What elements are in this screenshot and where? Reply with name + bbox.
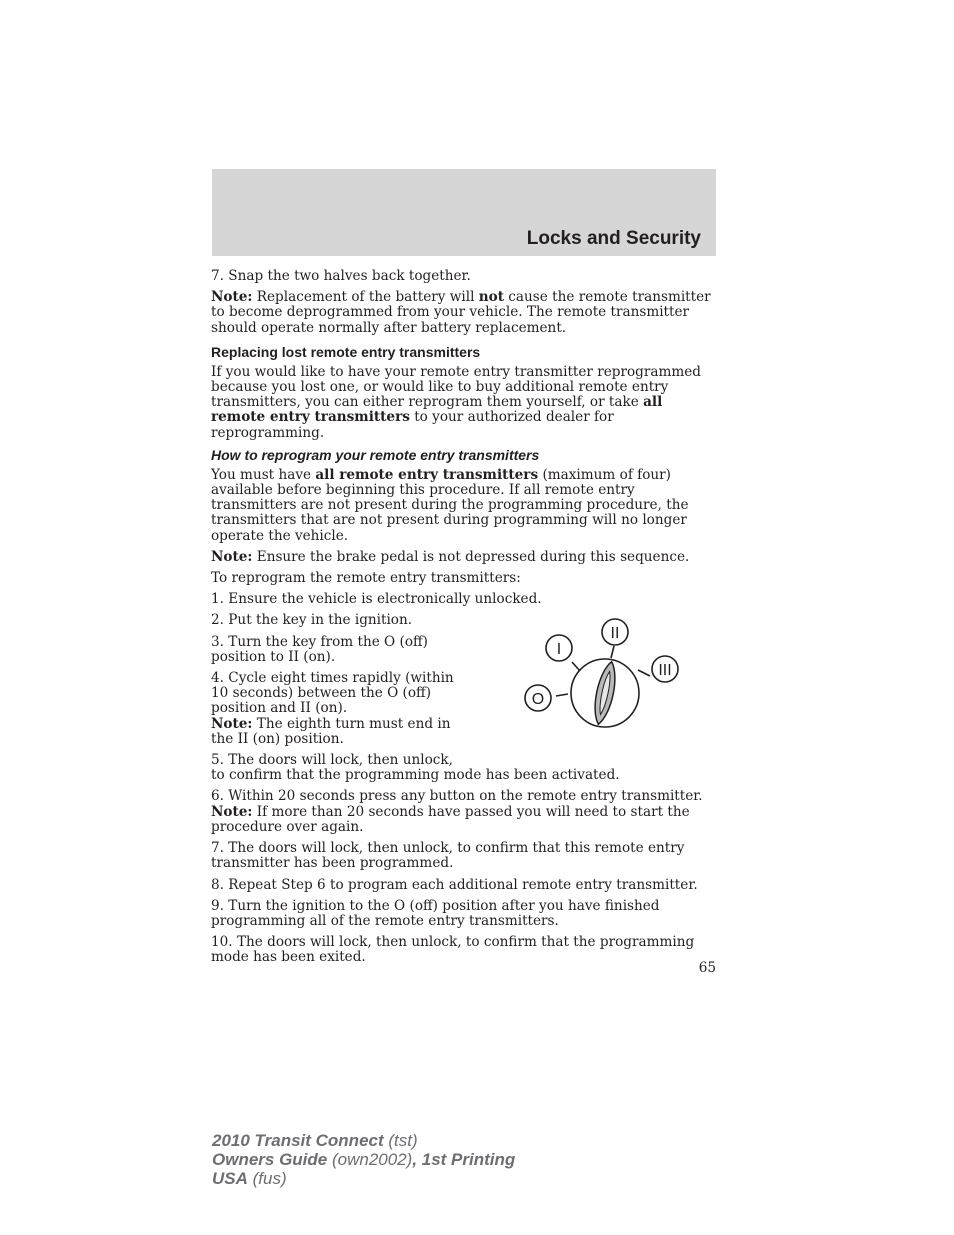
footer-publication-info	[212, 1131, 515, 1188]
step-4: 4. Cycle eight times rapidly (within 10 seconds) between the O (off) position and II (on). Note: The eighth turn must end in the II (on) position.	[211, 670, 454, 747]
step-snap: 7. Snap the two halves back together.	[211, 268, 471, 284]
section-title: Locks and Security	[526, 228, 701, 249]
tick-i	[572, 662, 580, 671]
label-position-off: O	[531, 691, 545, 708]
page-number: 65	[698, 960, 716, 976]
step-5: 5. The doors will lock, then unlock, to confirm that the programming mode has been activated.	[211, 752, 620, 784]
footer-line-2: Owners Guide (own2002), 1st Printing	[212, 1150, 516, 1169]
step-7: 7. The doors will lock, then unlock, to confirm that this remote entry transmitter has been programmed.	[211, 840, 685, 872]
footer-line-1: 2010 Transit Connect (tst)	[212, 1131, 418, 1150]
step-8: 8. Repeat Step 6 to program each additional remote entry transmitter.	[211, 876, 698, 893]
label-position-ii: II	[610, 625, 620, 642]
step-9: 9. Turn the ignition to the O (off) position after you have finished programming all of the remote entry transmitters.	[211, 897, 660, 929]
heading-how-to-reprogram: How to reprogram your remote entry transmitters	[211, 446, 540, 463]
procedure-intro: To reprogram the remote entry transmitters:	[211, 570, 521, 587]
tick-ii	[611, 646, 614, 658]
step-2: 2. Put the key in the ignition.	[211, 612, 413, 629]
heading-replacing-lost: Replacing lost remote entry transmitters	[211, 343, 481, 360]
tick-iii	[638, 670, 650, 676]
step-10: 10. The doors will lock, then unlock, to confirm that the programming mode has been exited.	[211, 934, 695, 966]
footer-line-3: USA (fus)	[212, 1169, 287, 1188]
label-position-i: I	[556, 641, 562, 658]
label-position-iii: III	[658, 662, 672, 679]
paragraph-lost: If you would like to have your remote entry transmitter reprogrammed because you lost one, or would like to buy additional remote entry transmitters, you can either reprogram them yourself, or take all remote entry transmitters to your authorized dealer for reprogramming.	[211, 363, 702, 441]
tick-off	[556, 694, 568, 696]
note-brake-pedal: Note: Ensure the brake pedal is not depressed during this sequence.	[211, 548, 690, 565]
note-battery: Note: Replacement of the battery will not cause the remote transmitter to become deprogrammed from your vehicle. The remote transmitter should operate normally after battery replacement.	[211, 289, 711, 336]
section-header-bar	[212, 169, 716, 256]
step-6: 6. Within 20 seconds press any button on the remote entry transmitter. Note: If more than 20 seconds have passed you will need to start the procedure over again.	[211, 788, 703, 835]
step-1: 1. Ensure the vehicle is electronically unlocked.	[211, 591, 542, 608]
ignition-switch-illustration	[518, 616, 686, 742]
paragraph-must-have: You must have all remote entry transmitters (maximum of four) available before beginning this procedure. If all remote entry transmitters are not present during the programming procedure, the transmitters that are not present during programming will no longer operate the vehicle.	[211, 466, 689, 544]
step-3: 3. Turn the key from the O (off) position to II (on).	[211, 633, 428, 665]
